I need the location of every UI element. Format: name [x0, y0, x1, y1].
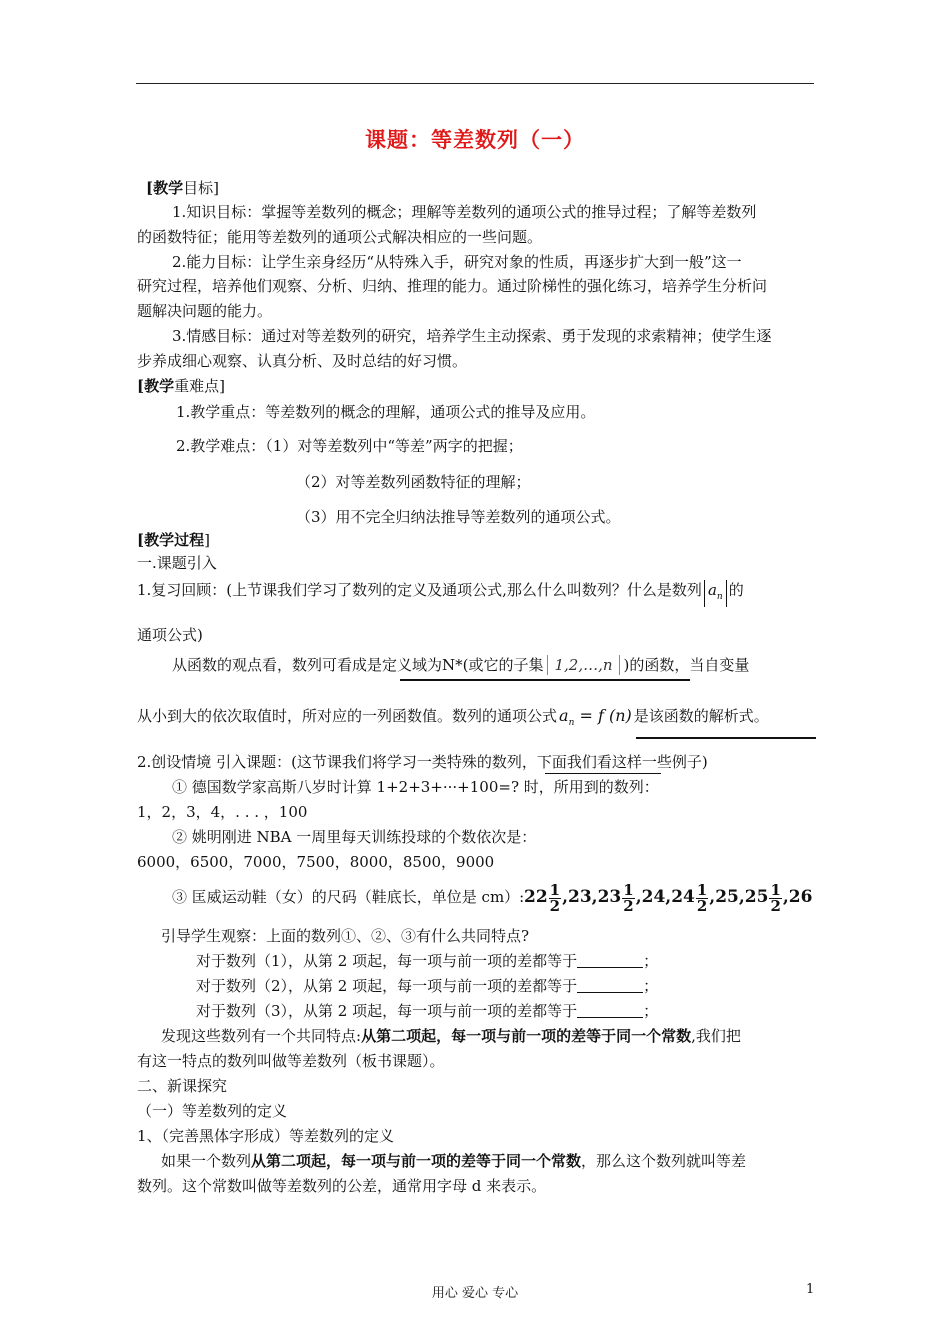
goal2-line3: 题解决问题的能力。 — [137, 302, 273, 320]
answer-blank-2 — [577, 978, 643, 993]
review-line2: 通项公式) — [137, 626, 203, 644]
footer-text: 用心 爱心 专心 — [431, 1286, 519, 1301]
underline-formula — [636, 737, 816, 739]
fraction-half: $\frac{1}{2}$ — [623, 880, 634, 915]
definition-heading: （一）等差数列的定义 — [137, 1102, 288, 1120]
example-3-sequence: 22 $\frac{1}{2}$ ,23,23 $\frac{1}{2}$ ,24,24 $\frac{1}{2}$ ,25,25 $\frac{1}{2}$ ,26 — [524, 880, 813, 915]
question-3: 对于数列（3），从第 2 项起，每一项与前一项的差都等于 ； — [196, 1002, 659, 1020]
scene-intro: 2.创设情境 引入课题：(这节课我们将学习一类特殊的数列，下面我们看这样一些例子) — [137, 753, 708, 771]
goal1-line1: 1.知识目标：掌握等差数列的概念；理解等差数列的通项公式的推导过程；了解等差数列 — [172, 203, 757, 221]
example-3: ③ 匡威运动鞋（女）的尺码（鞋底长，单位是 cm）: — [172, 888, 525, 906]
question-1: 对于数列（1），从第 2 项起，每一项与前一项的差都等于 ； — [196, 952, 659, 970]
goal3-line1: 3.情感目标：通过对等差数列的研究，培养学生主动探索、勇于发现的求索精神；使学生逐 — [172, 327, 772, 345]
example-2-sequence: 6000，6500，7000，7500，8000，8500，9000 — [137, 853, 495, 871]
subset-set: 1,2,…,n — [547, 655, 619, 675]
page-title: 课题：等差数列（一） — [365, 127, 585, 152]
definition-line2: 数列。这个常数叫做等差数列的公差，通常用字母 d 来表示。 — [137, 1177, 547, 1195]
guide-question: 引导学生观察：上面的数列①、②、③有什么共同特点? — [161, 927, 530, 945]
review-line1: 1.复习回顾：(上节课我们学习了数列的定义及通项公式,那么什么叫数列？什么是数列 $a_n$ 的 — [137, 580, 744, 607]
underline-scene — [545, 773, 661, 774]
example-1-sequence: 1，2，3，4，. . . ，100 — [137, 803, 308, 821]
function-view-line2: 从小到大的依次取值时，所对应的一列函数值。数列的通项公式 $a_n = f$ (n) 是该函数的解析式。 — [137, 706, 769, 729]
header-rule — [136, 83, 814, 84]
goal2-line2: 研究过程，培养他们观察、分析、归纳、推理的能力。通过阶梯性的强化练习，培养学生分析问 — [137, 277, 768, 295]
difficulty-2: （2）对等差数列函数特征的理解； — [296, 473, 531, 491]
function-view-line1: 从函数的观点看，数列可看成是定义域为N*(或它的子集 1,2,…,n )的函数，当自变量 — [172, 656, 750, 674]
goal3-line2: 步养成细心观察、认真分析、及时总结的好习惯。 — [137, 352, 468, 370]
difficulty-3: （3）用不完全归纳法推导等差数列的通项公式。 — [296, 508, 621, 526]
section-goal-heading: [教学目标] — [146, 179, 219, 197]
underline-domain — [400, 679, 690, 681]
fraction-half: $\frac{1}{2}$ — [696, 880, 708, 915]
goal2-line1: 2.能力目标：让学生亲身经历“从特殊入手，研究对象的性质，再逐步扩大到一般”这一 — [172, 253, 742, 271]
general-term-formula: $a_n = f$ (n) — [559, 706, 632, 729]
example-2: ② 姚明刚进 NBA 一周里每天训练投球的个数依次是： — [172, 828, 537, 846]
intro-heading: 一.课题引入 — [137, 554, 217, 572]
answer-blank-1 — [577, 953, 643, 968]
section-process-heading: [教学过程] — [137, 531, 210, 549]
key-point: 1.教学重点：等差数列的概念的理解，通项公式的推导及应用。 — [176, 403, 596, 421]
example-1: ① 德国数学家高斯八岁时计算 1+2+3+···+100=? 时，所用到的数列： — [172, 778, 659, 796]
finding-line2: 有这一特点的数列叫做等差数列（板书课题）。 — [137, 1052, 445, 1070]
section-key-heading: [教学重难点] — [137, 377, 225, 395]
definition-subheading: 1、（完善黑体字形成）等差数列的定义 — [137, 1127, 395, 1145]
question-2: 对于数列（2），从第 2 项起，每一项与前一项的差都等于 ； — [196, 977, 659, 995]
fraction-half: $\frac{1}{2}$ — [549, 880, 561, 915]
new-lesson-heading: 二、新课探究 — [137, 1077, 228, 1095]
goal1-line2: 的函数特征；能用等差数列的通项公式解决相应的一些问题。 — [137, 228, 543, 246]
finding-line1: 发现这些数列有一个共同特点:从第二项起，每一项与前一项的差等于同一个常数,我们把 — [161, 1027, 741, 1045]
definition-line1: 如果一个数列从第二项起，每一项与前一项的差等于同一个常数，那么这个数列就叫等差 — [161, 1152, 747, 1170]
fraction-half: $\frac{1}{2}$ — [770, 880, 781, 915]
sequence-symbol: $a_n$ — [704, 580, 727, 607]
answer-blank-3 — [577, 1003, 643, 1018]
page-number: 1 — [806, 1282, 815, 1297]
difficulty-1: 2.教学难点：（1）对等差数列中“等差”两字的把握； — [176, 437, 523, 455]
